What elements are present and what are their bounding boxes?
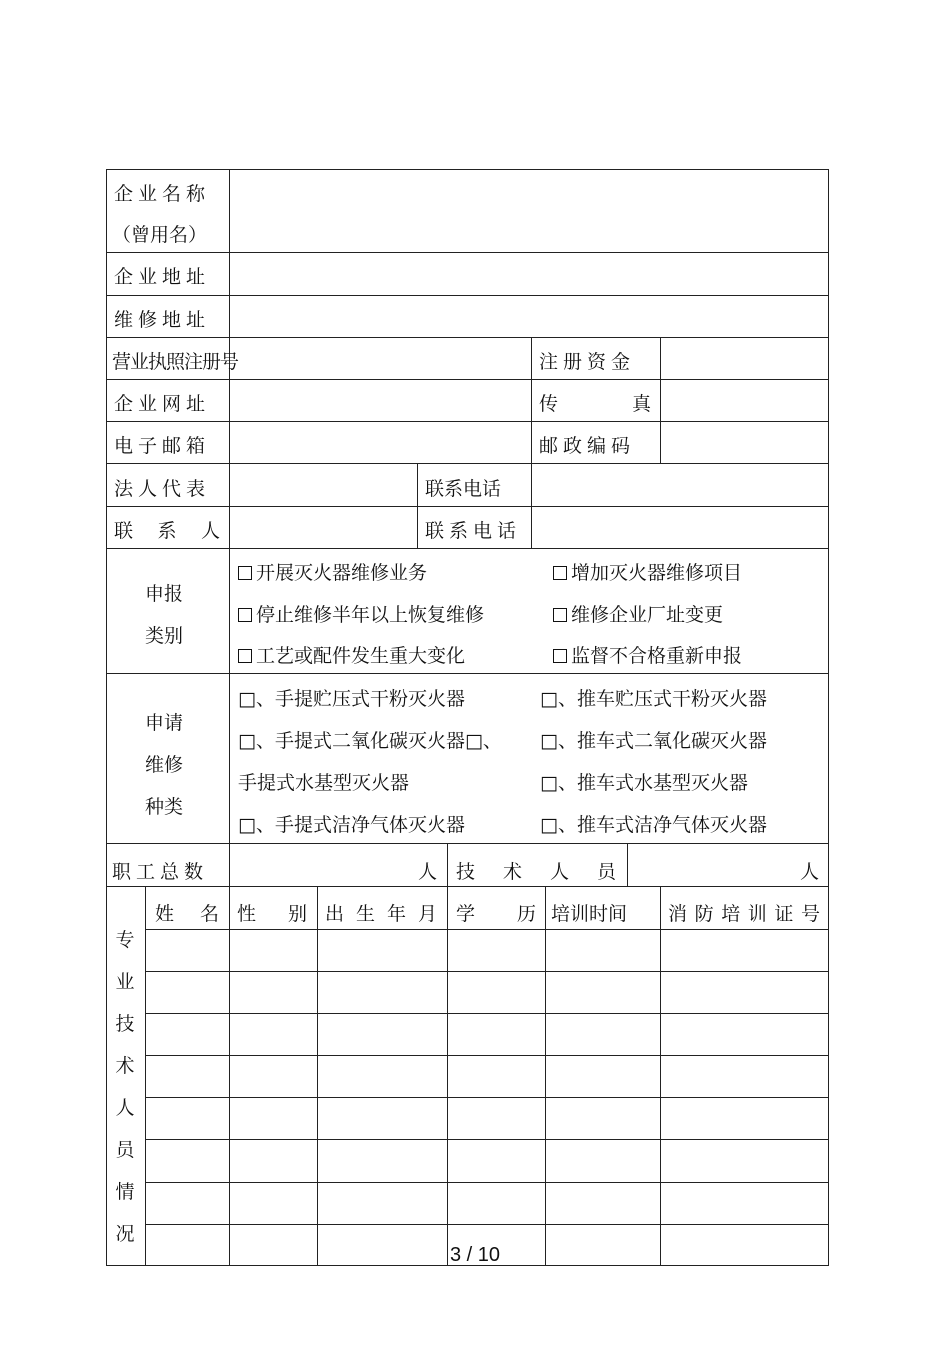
- technical-staff-label: 技术人员: [456, 861, 616, 883]
- company-name-label: 企业名称: [114, 183, 211, 205]
- application-form-table: [106, 169, 829, 1266]
- repair-address-label: 维修地址: [114, 309, 211, 331]
- company-address-label: 企业地址: [114, 266, 211, 288]
- checkbox[interactable]: [553, 649, 567, 663]
- contact-phone-label-1: 联系电话: [425, 478, 502, 500]
- column-header-training-time: 培训时间: [551, 903, 628, 925]
- report-option-4[interactable]: 维修企业厂址变更: [553, 604, 723, 626]
- person-unit-1: 人: [418, 861, 438, 883]
- report-option-3[interactable]: 停止维修半年以上恢复维修: [238, 604, 484, 626]
- legal-rep-label: 法人代表: [114, 478, 211, 500]
- checkbox[interactable]: [238, 566, 252, 580]
- person-unit-2: 人: [800, 861, 820, 883]
- column-header-birth: 出生年月: [325, 903, 437, 925]
- apply-option-left-2[interactable]: □、手提式二氧化碳灭火器□、: [238, 730, 502, 752]
- apply-option-left-1[interactable]: □、手提贮压式干粉灭火器: [238, 688, 465, 710]
- apply-option-left-3[interactable]: 手提式水基型灭火器: [238, 772, 410, 794]
- checkbox[interactable]: [553, 608, 567, 622]
- postal-code-label: 邮政编码: [539, 435, 636, 457]
- company-website-label: 企业网址: [114, 393, 211, 415]
- report-category-label-1: 申报: [145, 583, 184, 605]
- column-header-name: 姓名: [155, 903, 219, 925]
- report-option-5[interactable]: 工艺或配件发生重大变化: [238, 645, 465, 667]
- fax-label: 传真: [539, 393, 651, 415]
- page-number: 3 / 10: [449, 1244, 501, 1266]
- email-label: 电子邮箱: [114, 435, 211, 457]
- report-category-label-2: 类别: [145, 625, 184, 647]
- staff-section-title: 专 业 技 术 人 员 情 况: [115, 929, 135, 1245]
- apply-option-right-3[interactable]: □、推车式水基型灭火器: [540, 772, 748, 794]
- report-option-2[interactable]: 增加灭火器维修项目: [553, 562, 742, 584]
- checkbox[interactable]: [238, 608, 252, 622]
- column-header-education: 学历: [456, 903, 536, 925]
- apply-type-label-3: 种类: [145, 796, 184, 818]
- business-license-label: 营业执照注册号: [112, 351, 239, 373]
- apply-option-left-4[interactable]: □、手提式洁净气体灭火器: [238, 814, 465, 836]
- checkbox[interactable]: [238, 649, 252, 663]
- contact-phone-label-2: 联系电话: [425, 520, 522, 542]
- report-option-6[interactable]: 监督不合格重新申报: [553, 645, 742, 667]
- column-header-certificate: 消防培训证号: [668, 903, 820, 925]
- apply-option-right-2[interactable]: □、推车式二氧化碳灭火器: [540, 730, 767, 752]
- apply-option-right-4[interactable]: □、推车式洁净气体灭火器: [540, 814, 767, 836]
- total-staff-label: 职工总数: [112, 861, 209, 883]
- report-option-1[interactable]: 开展灭火器维修业务: [238, 562, 427, 584]
- apply-type-label-2: 维修: [145, 754, 184, 776]
- apply-type-label-1: 申请: [145, 712, 184, 734]
- registered-capital-label: 注册资金: [539, 351, 636, 373]
- apply-option-right-1[interactable]: □、推车贮压式干粉灭火器: [540, 688, 767, 710]
- contact-person-label: 联系人: [114, 520, 220, 542]
- column-header-gender: 性别: [237, 903, 307, 925]
- former-name-label: （曾用名）: [112, 224, 208, 246]
- checkbox[interactable]: [553, 566, 567, 580]
